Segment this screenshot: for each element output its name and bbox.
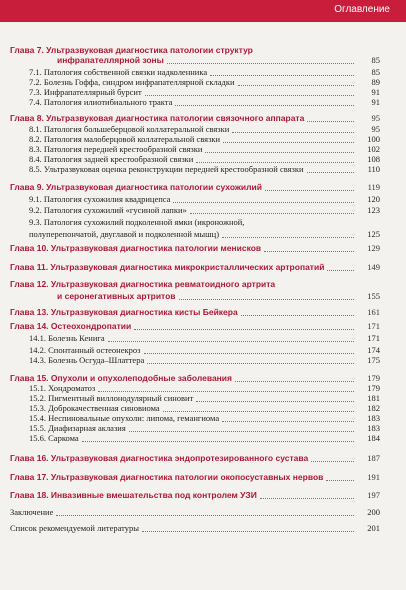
toc-dot-leader bbox=[327, 270, 354, 271]
toc-dot-leader bbox=[260, 498, 354, 499]
toc-entry-label: Заключение bbox=[10, 507, 54, 517]
toc-entry-label: 8.3. Патология передней крестообразной связки bbox=[29, 144, 203, 154]
toc-entry-label: 15.2. Пигментный виллонодулярный синовит bbox=[29, 393, 194, 403]
toc-entry-label: Глава 8. Ультразвуковая диагностика патологии связочного аппарата bbox=[10, 113, 305, 123]
toc-entry-label: Глава 17. Ультразвуковая диагностика патологии окопосуставных нервов bbox=[10, 472, 324, 482]
toc-entry-label: 7.1. Патология собственной связки надколенника bbox=[29, 67, 208, 77]
toc-chapter-row[interactable] bbox=[0, 453, 406, 465]
toc-entry-row[interactable] bbox=[0, 205, 406, 217]
toc-page-number: 125 bbox=[367, 229, 380, 239]
toc-entry-row[interactable] bbox=[0, 217, 406, 229]
toc-entry-label: Глава 13. Ультразвуковая диагностика кисты Бейкера bbox=[10, 307, 238, 317]
toc-entry-label: 9.3. Патология сухожилий подколенной ямки (икроножной, bbox=[29, 217, 245, 227]
toc-page-number: 161 bbox=[367, 307, 380, 317]
toc-chapter-row[interactable] bbox=[0, 243, 406, 255]
toc-entry-label: и серонегативных артритов bbox=[57, 291, 176, 301]
toc-dot-leader bbox=[56, 515, 354, 516]
toc-entry-label: 8.4. Патология задней крестообразной связки bbox=[29, 154, 194, 164]
toc-page-number: 201 bbox=[367, 523, 380, 533]
toc-entry-label: 9.2. Патология сухожилий «гусиной лапки» bbox=[29, 205, 187, 215]
toc-entry-row[interactable] bbox=[0, 523, 406, 535]
toc-chapter-row[interactable] bbox=[0, 321, 406, 333]
toc-page-number: 182 bbox=[367, 403, 380, 413]
toc-entry-label: 15.4. Неспиновальные опухоли: липома, гемангиома bbox=[29, 413, 220, 423]
toc-page-number: 171 bbox=[367, 333, 380, 343]
toc-entry-row[interactable] bbox=[0, 433, 406, 445]
toc-dot-leader bbox=[210, 75, 354, 76]
toc-entry-label: 15.1. Хондроматоз bbox=[29, 383, 96, 393]
toc-dot-leader bbox=[82, 441, 354, 442]
toc-entry-label: 14.2. Спонтанный остеонекроз bbox=[29, 345, 141, 355]
toc-page-number: 102 bbox=[367, 144, 380, 154]
toc-entry-label: 15.6. Саркома bbox=[29, 433, 79, 443]
toc-dot-leader bbox=[147, 363, 354, 364]
toc-dot-leader bbox=[175, 105, 354, 106]
toc-page-number: 171 bbox=[367, 321, 380, 331]
toc-entry-label: 14.1. Болезнь Кенига bbox=[29, 333, 105, 343]
toc-entry-label: 15.3. Доброкачественная синовиома bbox=[29, 403, 160, 413]
toc-dot-leader bbox=[241, 315, 354, 316]
toc-page-number: 155 bbox=[367, 291, 380, 301]
toc-dot-leader bbox=[98, 391, 354, 392]
toc-entry-label: Глава 9. Ультразвуковая диагностика патологии сухожилий bbox=[10, 182, 262, 192]
toc-page-number: 149 bbox=[367, 262, 380, 272]
toc-entry-label: 7.2. Болезнь Гоффа, синдром инфрапателлярной складки bbox=[29, 77, 235, 87]
toc-page-number: 100 bbox=[367, 134, 380, 144]
toc-page-number: 179 bbox=[367, 373, 380, 383]
toc-entry-row[interactable] bbox=[0, 333, 406, 345]
toc-page-number: 91 bbox=[371, 87, 380, 97]
toc-entry-label: 7.4. Патология илиотибиального тракта bbox=[29, 97, 173, 107]
toc-dot-leader bbox=[235, 381, 354, 382]
toc-chapter-row[interactable] bbox=[0, 472, 406, 484]
toc-dot-leader bbox=[326, 480, 354, 481]
toc-entry-label: Список рекомендуемой литературы bbox=[10, 523, 139, 533]
toc-entry-row[interactable] bbox=[0, 164, 406, 176]
toc-entry-row[interactable] bbox=[0, 229, 406, 241]
toc-entry-label: Глава 14. Остеохондропатии bbox=[10, 321, 132, 331]
toc-dot-leader bbox=[142, 531, 354, 532]
toc-entry-row[interactable] bbox=[0, 55, 406, 67]
toc-dot-leader bbox=[190, 213, 354, 214]
toc-page-number: 110 bbox=[367, 164, 380, 174]
toc-page-number: 200 bbox=[367, 507, 380, 517]
toc-page-number: 120 bbox=[367, 194, 380, 204]
toc-entry-label: Глава 7. Ультразвуковая диагностика патологии структур bbox=[10, 45, 253, 55]
toc-entry-row[interactable] bbox=[0, 97, 406, 109]
toc-page-number: 85 bbox=[371, 55, 380, 65]
page-title: Оглавление bbox=[334, 4, 390, 15]
toc-page-number: 187 bbox=[367, 453, 380, 463]
toc-entry-label: 15.5. Диафизарная аклазия bbox=[29, 423, 126, 433]
toc-page-number: 95 bbox=[371, 124, 380, 134]
toc-page-number: 179 bbox=[367, 383, 380, 393]
toc-dot-leader bbox=[223, 142, 354, 143]
toc-dot-leader bbox=[307, 121, 354, 122]
toc-chapter-row[interactable] bbox=[0, 490, 406, 502]
toc-entry-label: Глава 15. Опухоли и опухолеподобные заболевания bbox=[10, 373, 232, 383]
toc-dot-leader bbox=[307, 172, 354, 173]
toc-dot-leader bbox=[129, 431, 354, 432]
toc-entry-label: Глава 11. Ультразвуковая диагностика микрокристаллических артропатий bbox=[10, 262, 325, 272]
toc-entry-label: инфрапателлярной зоны bbox=[57, 55, 164, 65]
toc-dot-leader bbox=[145, 95, 354, 96]
toc-dot-leader bbox=[222, 237, 354, 238]
toc-entry-label: Глава 16. Ультразвуковая диагностика эндопротезированного сустава bbox=[10, 453, 309, 463]
toc-page-number: 174 bbox=[367, 345, 380, 355]
toc-entry-label: полуперепончатой, двуглавой и подколенной мышц) bbox=[29, 229, 220, 239]
toc-chapter-row[interactable] bbox=[0, 307, 406, 319]
toc-entry-label: Глава 12. Ультразвуковая диагностика ревматоидного артрита bbox=[10, 279, 276, 289]
toc-page-number: 191 bbox=[367, 472, 380, 482]
toc-dot-leader bbox=[311, 461, 354, 462]
toc-entry-row[interactable] bbox=[0, 291, 406, 303]
toc-entry-label: 8.1. Патология большеберцовой коллатеральной связки bbox=[29, 124, 230, 134]
toc-entry-label: 8.5. Ультразвуковая оценка реконструкции передней крестообразной связки bbox=[29, 164, 304, 174]
toc-entry-row[interactable] bbox=[0, 507, 406, 519]
toc-entry-label: 7.3. Инфрапателлярный бурсит bbox=[29, 87, 142, 97]
toc-page-number: 175 bbox=[367, 355, 380, 365]
toc-dot-leader bbox=[232, 132, 354, 133]
toc-dot-leader bbox=[167, 63, 354, 64]
toc-dot-leader bbox=[144, 353, 355, 354]
toc-dot-leader bbox=[205, 152, 354, 153]
toc-dot-leader bbox=[265, 190, 354, 191]
toc-dot-leader bbox=[222, 421, 354, 422]
toc-chapter-row[interactable] bbox=[0, 182, 406, 194]
toc-entry-label: Глава 18. Инвазивные вмешательства под контролем УЗИ bbox=[10, 490, 257, 500]
toc-page-number: 183 bbox=[367, 423, 380, 433]
toc-dot-leader bbox=[163, 411, 354, 412]
toc-chapter-row[interactable] bbox=[0, 279, 406, 291]
toc-dot-leader bbox=[264, 251, 354, 252]
toc-dot-leader bbox=[173, 202, 354, 203]
toc-page-number: 108 bbox=[367, 154, 380, 164]
toc-dot-leader bbox=[238, 85, 354, 86]
toc-page-number: 95 bbox=[371, 113, 380, 123]
toc-page-number: 91 bbox=[371, 97, 380, 107]
toc-page-number: 181 bbox=[367, 393, 380, 403]
toc-page-number: 89 bbox=[371, 77, 380, 87]
toc-dot-leader bbox=[196, 162, 354, 163]
toc-page-number: 85 bbox=[371, 67, 380, 77]
toc-page-number: 119 bbox=[367, 182, 380, 192]
toc-entry-label: 14.3. Болезнь Осгуда–Шлаттера bbox=[29, 355, 145, 365]
toc-entry-label: 8.2. Патология малоберцовой коллатеральной связки bbox=[29, 134, 221, 144]
toc-page-number: 129 bbox=[367, 243, 380, 253]
toc-dot-leader bbox=[179, 299, 354, 300]
toc-entry-row[interactable] bbox=[0, 355, 406, 367]
toc-dot-leader bbox=[196, 401, 354, 402]
toc-entry-label: 9.1. Патология сухожилия квадрицепса bbox=[29, 194, 171, 204]
toc-page-number: 123 bbox=[367, 205, 380, 215]
toc-dot-leader bbox=[108, 341, 354, 342]
toc-chapter-row[interactable] bbox=[0, 262, 406, 274]
toc-dot-leader bbox=[134, 329, 354, 330]
toc-page-number: 184 bbox=[367, 433, 380, 443]
toc-page-number: 197 bbox=[367, 490, 380, 500]
toc-page-number: 183 bbox=[367, 413, 380, 423]
toc-entry-label: Глава 10. Ультразвуковая диагностика патологии менисков bbox=[10, 243, 262, 253]
